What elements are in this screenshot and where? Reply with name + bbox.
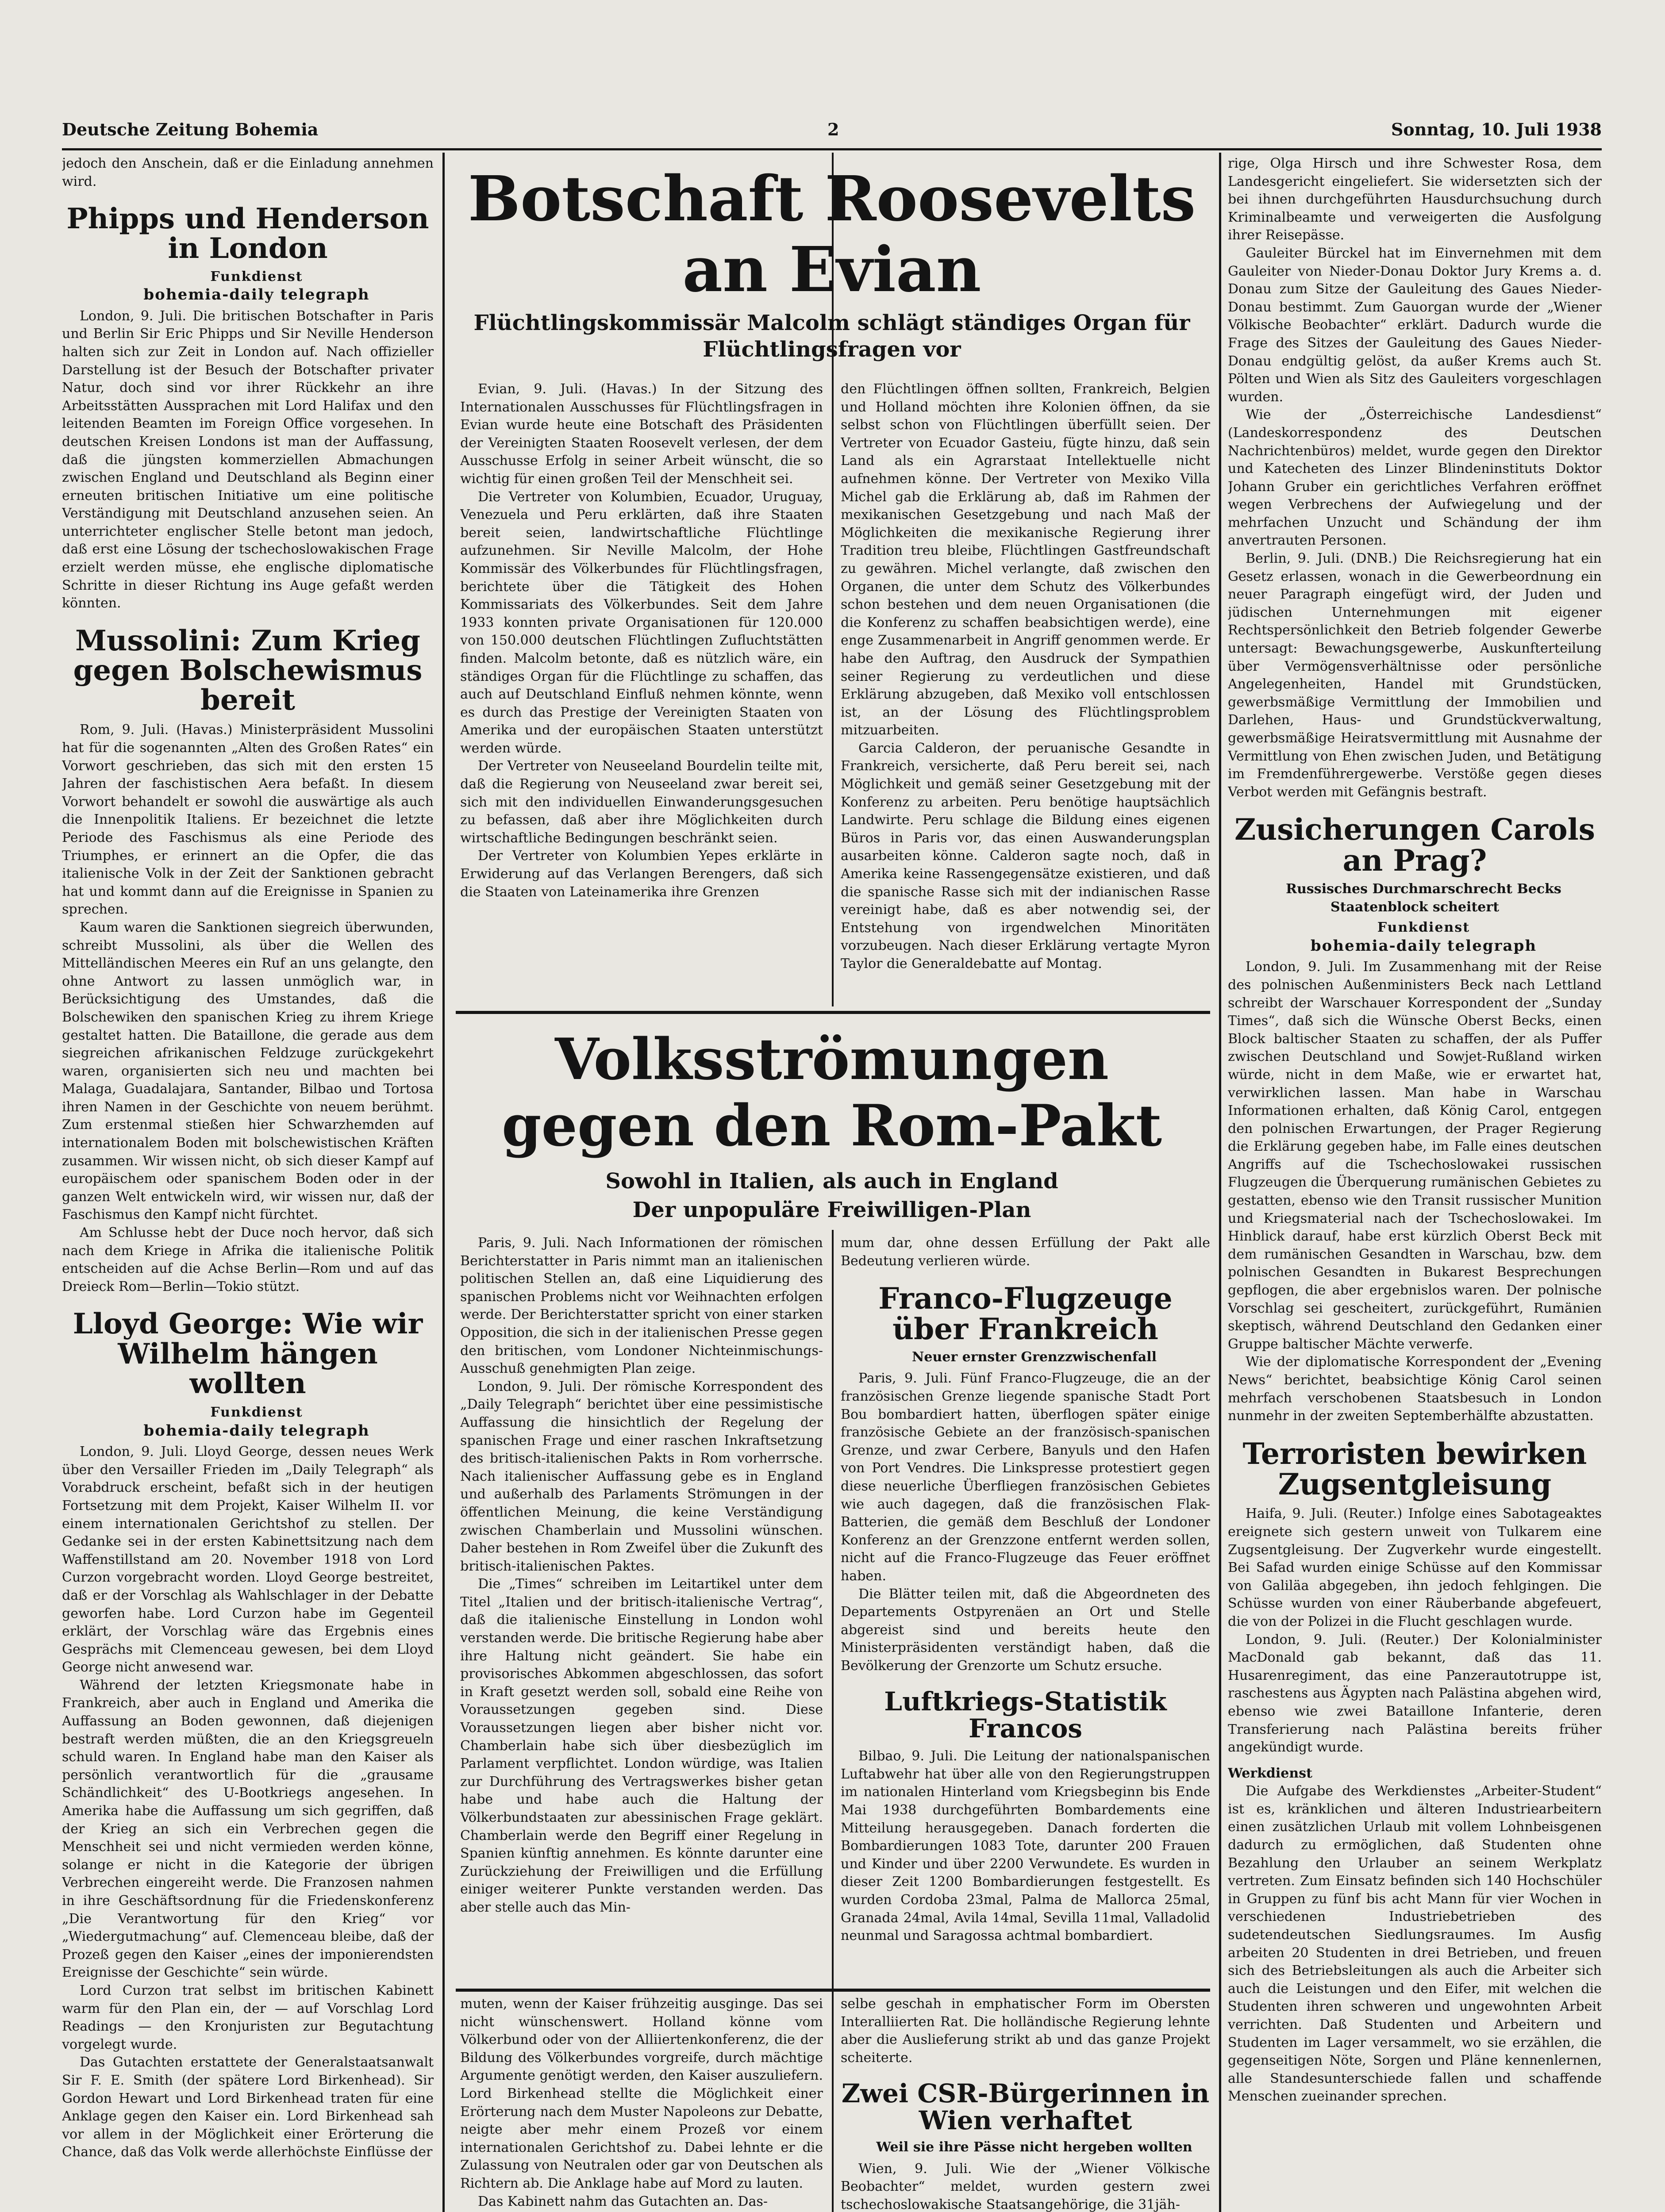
middle-headline: Volksströmungen gegen den Rom-Pakt — [502, 1026, 1162, 1159]
lead-body: Der Vertreter von Neuseeland Bourdelin teilte mit, daß die Regierung von Neuseeland zwar bereit sei, sich mit den individuellen Einwanderungsgesuchen zu befassen, daß aber ihre Möglichkeiten durch wirtschaftliche Bedingungen beschränkt seien. — [460, 758, 823, 846]
lead-body: den Flüchtlingen öffnen sollten, Frankreich, Belgien und Holland möchten ihre Kolonien öffnen, da sie selbst schon von Flüchtlingen überfüllt seien. Der Vertreter von Ecuador Gasteiu, fügte hinzu, daß sein Land als ein Agrarstaat Intellektuelle nicht aufnehmen könne. Der Vertreter von Mexiko Villa Michel gab die Erklärung ab, daß im Rahmen der mexikanischen Gesetzgebung und nach Maß der Möglichkeiten die mexikanische Regierung ihrer Tradition treu bleibe, Flüchtlingen Gastfreundschaft zu gewähren. Michel verlangte, daß zwischen den Organen, die unter dem Schutz des Völkerbundes schon bestehen und dem neuen Organisationen (die die Konferenz zu schaffen beabsichtigen werde), eine enge Zusammenarbeit in Angriff genommen werde. Er habe den Auftrag, den Ausdruck der Sympathien seiner Regierung zu verdeutlichen und diese Erklärung abzugeben, daß Mexiko voll entschlossen ist, an der Lösung des Flüchtlingsproblem mitzuarbeiten. — [841, 381, 1210, 738]
bottom-body: muten, wenn der Kaiser frühzeitig ausginge. Das sei nicht wünschenswert. Holland könne vom Völkerbund oder von der Alliiertenkonferenz, die der Bildung des Völkerbundes vorgreife, durch mächtige Argumente genötigt werden, den Kaiser auszuliefern. Lord Birkenhead stellte die Möglichkeit einer Erörterung nach dem Muster Napoleons zur Debatte, neigte aber mehr einem Prozeß vor einem internationalen Gerichtshof zu. Dabei lehnte er die Zulassung von Neutralen oder gar von Deutschen als Richtern ab. Die Anklage habe auf Mord zu lauten. — [460, 1996, 823, 2191]
article-body: London, 9. Juli. Lloyd George, dessen neues Werk über den Versailler Frieden im „Daily Telegraph“ als Vorabdruck erscheint, befaßt sich in der heutigen Fortsetzung mit dem Projekt, Kaiser Wilhelm II. vor einem internationalen Gerichtshof zu stellen. Der Gedanke sei in der ersten Kabinettsitzung nach dem Waffenstillstand am 20. November 1918 von Lord Curzon vorgebracht worden. Lloyd George bestreitet, daß er der Vorschlag als Wahlschlager in der Debatte geworfen habe. Lord Curzon habe im Gegenteil erklärt, der Vorschlag wäre das Ergebnis eines Gesprächs mit Clemenceau gewesen, bei dem Lloyd George nicht anwesend war. — [62, 1444, 434, 1675]
article-body: Lord Curzon trat selbst im britischen Kabinett warm für den Plan ein, der — auf Vorschlag Lord Readings — den Kronjuristen zur Begutachtung vorgelegt wurde. — [62, 1982, 434, 2052]
lead-body: Die Vertreter von Kolumbien, Ecuador, Uruguay, Venezuela und Peru erklärten, daß ihre Staaten bereit seien, landwirtschaftliche Flüchtlinge aufzunehmen. Sir Neville Malcolm, der Hohe Kommissär des Völkerbundes für Flüchtlingsfragen, berichtete über die Tätigkeit des Hohen Kommissariats des Völkerbundes. Seit dem Jahre 1933 konnten private Organisationen für 120.000 von 150.000 deutschen Flüchtlingen Zufluchtstätten finden. Malcolm betonte, daß es nützlich wäre, ein ständiges Organ für die Flüchtlinge zu schaffen, das auch auf Deutschland Einfluß nehmen könnte, wenn es durch das Prestige der Vereinigten Staaten von Amerika und der europäischen Staaten unterstützt werden würde. — [460, 489, 823, 756]
article-body: London, 9. Juli. (Reuter.) Der Kolonialminister MacDonald gab bekannt, daß das 11. Husarenregiment, das eine Panzerautotruppe ist, raschestens aus Ägypten nach Palästina abgehen wird, ebenso wie zwei Bataillone Infanterie, deren Transferierung nach Palästina bereits früher angekündigt wurde. — [1228, 1632, 1602, 1755]
bottom-body: Das Kabinett nahm das Gutachten an. Das- — [478, 2193, 768, 2209]
column-left — [62, 155, 434, 2212]
middle-body: London, 9. Juli. Der römische Korrespondent des „Daily Telegraph“ berichtet über eine pessimistische Auffassung die hinsichtlich der Regelung der spanischen Frage und einer raschen Inkraftsetzung des britisch-italienischen Pakts in Rom vorherrsche. Nach italienischer Auffassung gebe es in England und außerhalb des Parlaments Strömungen in der öffentlichen Meinung, die keine Verständigung zwischen Chamberlain und Mussolini wünschen. Daher bestehen in Rom Zweifel über die Zukunft des britisch-italienischen Paktes. — [460, 1379, 823, 1574]
middle-body: Die „Times“ schreiben im Leitartikel unter dem Titel „Italien und der britisch-italienische Vertrag“, daß die italienische Einstellung in London wohl verstanden werde. Die britische Regierung habe aber ihre Haltung nicht geändert. Sie habe ein provisorisches Abkommen abgeschlossen, das sofort in Kraft gesetzt werden soll, sobald eine Reihe von Voraussetzungen gegeben sind. Diese Voraussetzungen liegen aber bisher nicht vor. Chamberlain habe sich über diesbezüglich im Parlament verpflichtet. London würdige, was Italien zur Durchführung des Vertragswerkes bisher getan habe und habe auch die Haltung der Völkerbundstaaten zur abessinischen Frage geklärt. Chamberlain werde den Begriff einer Regelung in Spanien künftig annehmen. Es könnte darunter eine Zurückziehung der Freiwilligen und die Erfüllung einiger weiterer Punkte verstanden werden. Das aber stelle auch das Min- — [460, 1576, 823, 1915]
page-header — [62, 119, 1602, 150]
article-body: Haifa, 9. Juli. (Reuter.) Infolge eines Sabotageaktes ereignete sich gestern unweit von Tulkarem eine Zugsentgleisung. Der Zugverkehr wurde eingestellt. Bei Safad wurden einige Schüsse auf den Kommissar von Galiläa abgegeben, ihn jedoch fehlgingen. Die Schüsse wurden von einer Räuberbande abgefeuert, die von der Polizei in die Flucht geschlagen wurde. — [1228, 1506, 1602, 1629]
lead-body: Garcia Calderon, der peruanische Gesandte in Frankreich, versicherte, daß Peru bereit sei, nach Möglichkeit und gemäß seiner Gesetzgebung mit der Konferenz zu arbeiten. Peru benötige hauptsächlich Landwirte. Peru schlage die Bildung eines eigenen Büros in Paris vor, das einen Auswanderungsplan ausarbeiten könne. Calderon sagte noch, daß in Amerika keine Rassengegensätze existieren, und daß die spanische Rasse sich mit der indianischen Rasse vereinigt habe, daß es aber notwendig sei, der Entstehung von irgendwelchen Minoritäten vorzubeugen. Nach dieser Erklärung vertagte Myron Taylor die Generaldebatte auf Montag. — [841, 740, 1210, 972]
lead-subheadline: Flüchtlingskommissär Malcolm schlägt ständiges Organ für Flüchtlingsfragen vor — [473, 311, 1190, 362]
article-subtitle: Russisches Durchmarschrecht Becks Staatenblock scheitert — [1286, 881, 1561, 915]
article-subtitle: Neuer ernster Grenzzwischenfall — [911, 1349, 1157, 1365]
issue-date: Sonntag, 10. Juli 1938 — [1391, 119, 1602, 139]
section-rule — [456, 1011, 1210, 1014]
article-title: Luftkriegs-Statistik Francos — [884, 1686, 1167, 1744]
lead-col-2 — [841, 380, 1210, 1000]
article-source: bohemia-daily telegraph — [143, 1421, 370, 1440]
article-body: Während der letzten Kriegsmonate habe in Frankreich, aber auch in England und Amerika die Auffassung an Boden gewonnen, daß diejenigen bestraft werden müßten, die an den Kriegsgreueln schuld waren. In England habe man den Kaiser als persönlich verantwortlich für die „grausame Schändlichkeit“ des U-Bootkriegs angesehen. In Amerika habe die Auffassung um sich gegriffen, daß der Krieg an sich ein Verbrechen gegen die Menschheit sei und nicht vermieden werden könne, solange er nicht in die Kategorie der übrigen Verbrechen eingereiht werde. Die Franzosen nahmen in ihre Geschäftsordnung für die Friedenskonferenz „Die Verantwortung für den Krieg“ vor „Wiedergutmachung“ auf. Clemenceau bleibe, daß der Prozeß gegen den Kaiser „eines der imponierendsten Ereignisse der Geschichte“ sein würde. — [62, 1677, 434, 1981]
article-title: Terroristen bewirken Zugsentgleisung — [1242, 1436, 1587, 1502]
article-body: Die Blätter teilen mit, daß die Abgeordneten des Departements Ostpyrenäen an Ort und Stelle abgereist sind und bereits heute den Ministerpräsidenten verständigt haben, daß die Bevölkerung der Grenzorte um Schutz ersuche. — [841, 1586, 1210, 1674]
header-rule — [62, 148, 1602, 150]
middle-subheadline: Sowohl in Italien, als auch in England — [605, 1169, 1058, 1194]
middle-body: Paris, 9. Juli. Nach Informationen der römischen Berichterstatter in Paris nimmt man an italienischen politischen Stellen an, daß eine Liquidierung des spanischen Problems nicht vor Weihnachten erfolgen werde. Der Berichterstatter spricht von einer starken Opposition, die sich in der italienischen Presse gegen den britischen, vom Londoner Nichteinmischungs-Ausschuß genehmigten Plan zeige. — [460, 1235, 823, 1377]
article-body: Das Gutachten erstattete der Generalstaatsanwalt Sir F. E. Smith (der spätere Lord Birkenhead). Sir Gordon Hewart und Lord Birkenhead traten für eine Anklage gegen den Kaiser ein. Lord Birkenhead sah vor allem in der Möglichkeit einer Erörterung die Chance, daß das Volk werde allerhöchste Einflüsse der — [62, 2055, 434, 2160]
article-source: bohemia-daily telegraph — [143, 286, 370, 304]
article-title: Lloyd George: Wie wir Wilhelm hängen wollten — [73, 1307, 423, 1400]
article-body: Wie der „Österreichische Landesdienst“ (Landeskorrespondenz des Deutschen Nachrichtenbüros) meldet, wurde gegen den Direktor und Katecheten des Linzer Blindeninstituts Doktor Johann Gruber ein gerichtliches Verfahren eröffnet wegen Verbrechens der Aufwiegelung und der mehrfachen Unzucht und Schändung der ihm anvertrauten Personen. — [1228, 407, 1602, 549]
bottom-col-1 — [460, 1995, 823, 2212]
article-title: Zusicherungen Carols an Prag? — [1234, 812, 1595, 878]
article-body: London, 9. Juli. Im Zusammenhang mit der Reise des polnischen Außenministers Beck nach Lettland schreibt der Warschauer Korrespondent der „Sunday Times“, daß sich die Wünsche Oberst Becks, einen Block baltischer Staaten zu schaffen, der als Puffer zwischen Deutschland und Sowjet-Rußland wirken würde, nicht in dem Maße, wie er erwartet hat, verwirklichen lassen. Man habe in Warschau Informationen erhalten, daß König Carol, entgegen den polnischen Erwartungen, der Prager Regierung die Erklärung gegeben habe, im Falle eines deutschen Angriffs auf die Tschechoslowakei russischen Flugzeugen die Überquerung rumänischen Gebietes zu gestatten, ebenso wie den Transit russischer Munition und Kriegsmaterial nach der Tschechoslowakei. Im Hinblick darauf, habe erst kürzlich Oberst Beck mit dem rumänischen Gesandten in Warschau, bzw. dem polnischen Gesandten in Bukarest Besprechungen gepflogen, die aber ergebnislos waren. Der polnische Vorschlag sei gescheitert, zurückgeführt, Rumänien skeptisch, während Deutschland den Gedanken einer Gruppe baltischer Mächte verwerfe. — [1228, 959, 1602, 1352]
lead-headline: Botschaft Roosevelts an Evian — [468, 163, 1196, 306]
article-body: Paris, 9. Juli. Fünf Franco-Flugzeuge, die an der französischen Grenze liegende spanische Stadt Port Bou bombardiert hatten, überflogen später einige französische Gebiete an der französisch-spanischen Grenze, und zwar Cerbere, Banyuls und den Hafen von Port Vendres. Die Linkspresse protestiert gegen diese neuerliche Überfliegen französischen Gebietes wie auch dagegen, daß die französischen Flak-Batterien, die gemäß dem Beschluß der Londoner Konferenz an der Grenzzone entfernt werden sollen, nicht auf die Franco-Flugzeuge das Feuer eröffnet haben. — [841, 1371, 1210, 1584]
article-body: London, 9. Juli. Die britischen Botschafter in Paris und Berlin Sir Eric Phipps und Sir Neville Henderson halten sich zur Zeit in London auf. Nach offizieller Darstellung ist der Besuch der Botschafter privater Natur, doch sind vor ihrer Rückkehr an ihre Arbeitsstätten Aussprachen mit Lord Halifax und den leitenden Beamten im Foreign Office vorgesehen. In deutschen Kreisen Londons ist man der Auffassung, daß die jüngsten kommerziellen Abmachungen zwischen England und Deutschland als Beginn einer erneuten britischen Initiative um eine politische Verständigung mit Deutschland anzusehen seien. An unterrichteter englischer Stelle betont man jedoch, daß erst eine Lösung der tschechoslowakischen Frage erzielt werden müsse, ehe englische diplomatische Schritte in dieser Richtung ins Auge gefaßt werden könnten. — [62, 308, 434, 611]
middle-body: mum dar, ohne dessen Erfüllung der Pakt alle Bedeutung verlieren würde. — [841, 1235, 1210, 1269]
article-body: rige, Olga Hirsch und ihre Schwester Rosa, dem Landesgericht eingeliefert. Sie widersetzten sich der bei ihnen durchgeführten Hausdurchsuchung durch Kriminalbeamte und verweigerten die Ausfolgung ihrer Reisepässe. — [1228, 156, 1602, 243]
article-service: Funkdienst — [210, 1404, 303, 1420]
article-source: bohemia-daily telegraph — [1310, 937, 1537, 955]
article-title: Franco-Flugzeuge über Frankreich — [878, 1281, 1173, 1347]
article-body: Wien, 9. Juli. Wie der „Wiener Völkische Beobachter“ meldet, wurden gestern zwei tschechoslowakische Staatsangehörige, die 31jäh- — [841, 2161, 1210, 2212]
middle-subheadline-2: Der unpopuläre Freiwilligen-Plan — [632, 1198, 1031, 1222]
section-rule-bottom — [456, 1989, 1210, 1992]
bottom-col-2 — [841, 1995, 1210, 2212]
article-body: Berlin, 9. Juli. (DNB.) Die Reichsregierung hat ein Gesetz erlassen, wonach in die Gewerbeordnung ein neuer Paragraph eingefügt wird, der Juden und jüdischen Unternehmungen mit eigener Rechtspersönlichkeit den Betrieb folgender Gewerbe untersagt: Bewachungsgewerbe, Auskunfterteilung über Vermögensverhältnisse oder persönliche Angelegenheiten, Handel mit Grundstücken, gewerbsmäßige Vermittlung der Immobilien und Darlehen, Haus- und Grundstückverwaltung, gewerbsmäßige Heiratsvermittlung mit Ausnahme der Vermittlung von Ehen zwischen Juden, und Betätigung im Fremdenführergewerbe. Verstöße gegen dieses Verbot werden mit Gefängnis bestraft. — [1228, 551, 1602, 800]
article-title: Phipps und Henderson in London — [66, 202, 429, 265]
lead-col-1 — [460, 380, 823, 1000]
article-body: Wie der diplomatische Korrespondent der „Evening News“ berichtet, beabsichtige König Carol seinen mehrfach verschobenen Staatsbesuch in London nunmehr in der zweiten Septemberhälfte abzustatten. — [1228, 1354, 1602, 1424]
article-body: Am Schlusse hebt der Duce noch hervor, daß sich nach dem Kriege in Afrika die italienische Politik entscheiden auf die Achse Berlin—Rom und auf das Dreieck Rom—Berlin—Tokio stützt. — [62, 1225, 434, 1294]
article-body: Kaum waren die Sanktionen siegreich überwunden, schreibt Mussolini, als über die Wellen des Mittelländischen Meeres ein Ruf an uns gelangte, den ohne Antwort zu lassen unmöglich war, in Berücksichtigung des Umstandes, daß die Bolschewiken den spanischen Krieg zu ihrem Kriege gestaltet hatten. Die Bataillone, die gerade aus dem siegreichen afrikanischen Feldzuge zurückgekehrt waren, organisierten sich neu und machten bei Malaga, Guadalajara, Santander, Bilbao und Tortosa ihren Namen in der Geschichte von neuem berühmt. Zum erstenmal stießen hier Schwarzhemden auf internationalem Boden mit bolschewistischen Kräften zusammen. Wir wissen nicht, ob sich dieser Kampf auf europäischem oder spanischem Boden oder in der ganzen Welt entwickeln wird, wir wissen nur, daß der Faschismus den Kampf nicht fürchtet. — [62, 919, 434, 1223]
middle-col-1 — [460, 1234, 823, 1982]
lead-body: Der Vertreter von Kolumbien Yepes erklärte in Erwiderung auf das Verlangen Berengers, daß sich die Staaten von Lateinamerika ihre Grenzen — [460, 848, 823, 900]
article-body: Die Aufgabe des Werkdienstes „Arbeiter-Student“ ist es, kränklichen und älteren Industriearbeitern einen zusätzlichen Urlaub mit vollem Lohnbeisgenen dadurch zu ermöglichen, daß Studenten ohne Bezahlung den Urlauber an seinem Werkplatz vertreten. Zum Einsatz befinden sich 140 Hochschüler in Gruppen zu fünf bis acht Mann für vier Wochen in verschiedenen Industriebetrieben des sudetendeutschen Siedlungsraumes. Im Ausfig arbeiten 20 Studenten in drei Betrieben, und freuen sich des Betriebsleitungen als auch die Arbeiter sich auch die Leistungen und den Eifer, mit welchen die Studenten ihren schweren und ungewohnten Arbeit verrichten. Daß Studenten und Arbeitern und Studenten im Lager versammelt, wo sie erzählen, die gegenseitigen Nöte, Sorgen und Pläne kennenlernen, alle Standesunterschiede fallen und schaffende Menschen zueinander sprechen. — [1228, 1783, 1602, 2104]
column-right — [1228, 155, 1602, 2212]
article-title: Zwei CSR-Bürgerinnen in Wien verhaftet — [841, 2078, 1210, 2136]
article-body: Rom, 9. Juli. (Havas.) Ministerpräsident Mussolini hat für die sogenannten „Alten des Großen Rates“ ein Vorwort geschrieben, das sich mit den ersten 15 Jahren der faschistischen Aera befaßt. In diesem Vorwort behandelt er sowohl die auswärtige als auch die Innenpolitik Italiens. Er bezeichnet die letzte Periode des Faschismus als eine Periode des Triumphes, er erinnert an die Opfer, die das italienische Volk in der Zeit der Sanktionen gebracht hat und kommt dann auf die Ereignisse in Spanien zu sprechen. — [62, 722, 434, 918]
article-service: Funkdienst — [210, 269, 303, 284]
intro-text: jedoch den Anschein, daß er die Einladung annehmen wird. — [62, 156, 434, 189]
lead-body: Evian, 9. Juli. (Havas.) In der Sitzung des Internationalen Ausschusses für Flüchtlingsfragen in Evian wurde heute eine Botschaft des Präsidenten der Vereinigten Staaten Roosevelt verlesen, der dem Ausschusse Erfolg in seiner Arbeit wünscht, die so wichtig für einen großen Teil der Menschheit sei. — [460, 381, 823, 487]
article-subtitle: Weil sie ihre Pässe nicht hergeben wollten — [876, 2139, 1192, 2155]
bottom-body: selbe geschah in emphatischer Form im Obersten Interalliierten Rat. Die holländische Regierung lehnte aber die Auslieferung strikt ab und das ganze Projekt scheiterte. — [841, 1996, 1210, 2066]
article-body: Gauleiter Bürckel hat im Einvernehmen mit dem Gauleiter von Nieder-Donau Doktor Jury Krems a. d. Donau zum Sitze der Gauleitung des Gaues Nieder-Donau bestimmt. Zum Gauorgan wurde der „Wiener Völkische Beobachter“ erklärt. Dadurch wurde die Frage des Sitzes der Gauleitung des Gaues Nieder-Donau endgültig gelöst, da außer Krems auch St. Pölten und Wien als Sitz des Gauleiters vorgeschlagen wurden. — [1228, 245, 1602, 405]
column-rule-middle — [832, 1230, 834, 2212]
article-body: Bilbao, 9. Juli. Die Leitung der nationalspanischen Luftabwehr hat über alle von den Regierungstruppen im nationalen Hinterland vom Kriegsbeginn bis Ende Mai 1938 durchgeführten Bombardements eine Mitteilung herausgegeben. Danach forderten die Bombardierungen 1083 Tote, darunter 200 Frauen und Kinder und über 2200 Verwundete. Es wurden in dieser Zeit 1200 Bombardierungen festgestellt. Es wurden Cordoba 23mal, Palma de Mallorca 25mal, Granada 24mal, Avila 14mal, Sevilla 11mal, Valladolid neunmal und Saragossa achtmal bombardiert. — [841, 1748, 1210, 1944]
page-number: 2 — [827, 119, 839, 139]
article-title: Mussolini: Zum Krieg gegen Bolschewismus bereit — [73, 624, 423, 717]
paper-name: Deutsche Zeitung Bohemia — [62, 119, 319, 139]
column-rule-right — [1219, 153, 1221, 2212]
column-rule-left — [442, 153, 445, 2212]
section-label: Werkdienst — [1228, 1765, 1312, 1781]
article-service: Funkdienst — [1377, 920, 1470, 936]
middle-col-2 — [841, 1234, 1210, 1982]
